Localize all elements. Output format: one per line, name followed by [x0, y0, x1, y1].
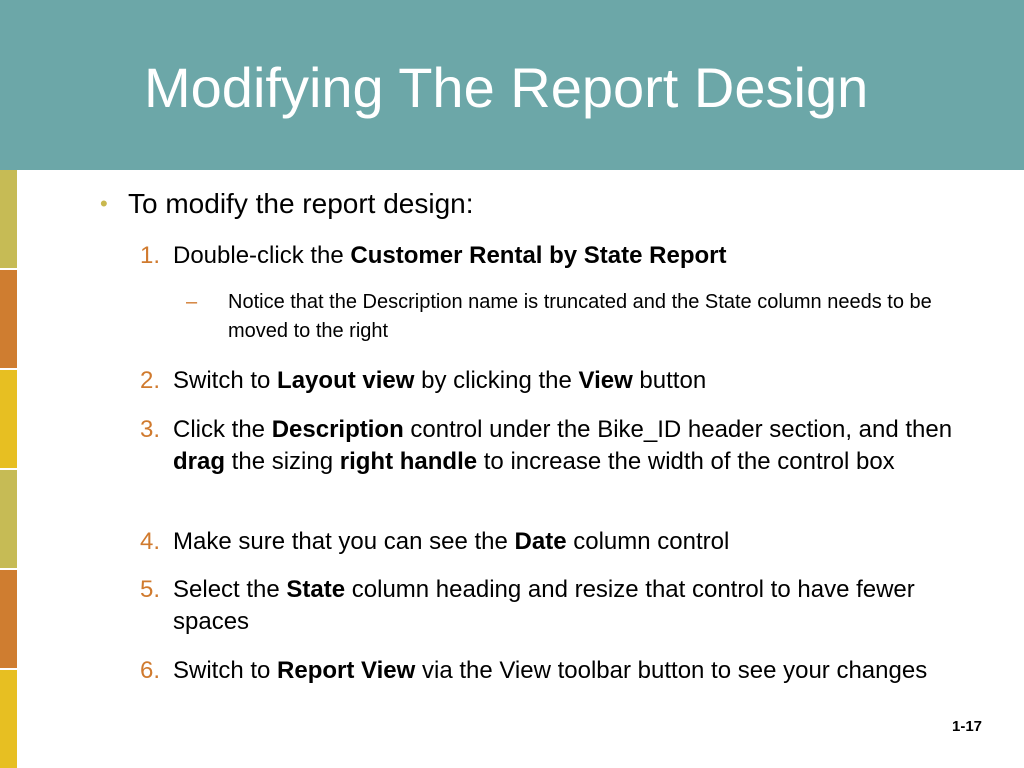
step-number: 1. [140, 242, 161, 269]
decorative-color-strip [0, 170, 17, 768]
step-item-4 [140, 526, 980, 558]
sub-note-text: Notice that the Description name is truncated and the State column needs to be moved to the right [228, 291, 932, 342]
step-text: Switch to Layout view by clicking the View button [173, 367, 707, 394]
step-number: 6. [140, 657, 161, 684]
slide-title: Modifying The Report Design [144, 56, 869, 119]
step-text: Select the State column heading and resize that control to have fewer spaces [173, 576, 915, 635]
step-number: 3. [140, 416, 161, 443]
strip-block [0, 270, 17, 368]
step-text: Double-click the Customer Rental by State Report [173, 242, 727, 269]
step-item-6 [140, 655, 980, 687]
step-item-3 [140, 414, 980, 478]
sub-note-marker: – [186, 291, 198, 313]
step-number: 4. [140, 528, 161, 555]
sub-note [186, 288, 966, 346]
step-text: Make sure that you can see the Date column control [173, 528, 730, 555]
strip-block [0, 370, 17, 468]
step-number: 5. [140, 576, 161, 603]
step-item-2 [140, 365, 980, 397]
strip-block [0, 170, 17, 268]
step-text: Click the Description control under the Bike_ID header section, and then drag the sizing right handle to increase the width of the control box [173, 416, 953, 475]
page-number: 1-17 [952, 718, 983, 735]
step-text: Switch to Report View via the View toolbar button to see your changes [173, 657, 928, 684]
title-bar [0, 0, 1024, 170]
bullet-marker: • [100, 191, 108, 216]
strip-block [0, 570, 17, 668]
strip-block [0, 670, 17, 768]
step-number: 2. [140, 367, 161, 394]
step-item-5 [140, 574, 980, 638]
bullet-text: To modify the report design: [128, 188, 474, 219]
step-item-1 [140, 240, 980, 272]
strip-block [0, 470, 17, 568]
